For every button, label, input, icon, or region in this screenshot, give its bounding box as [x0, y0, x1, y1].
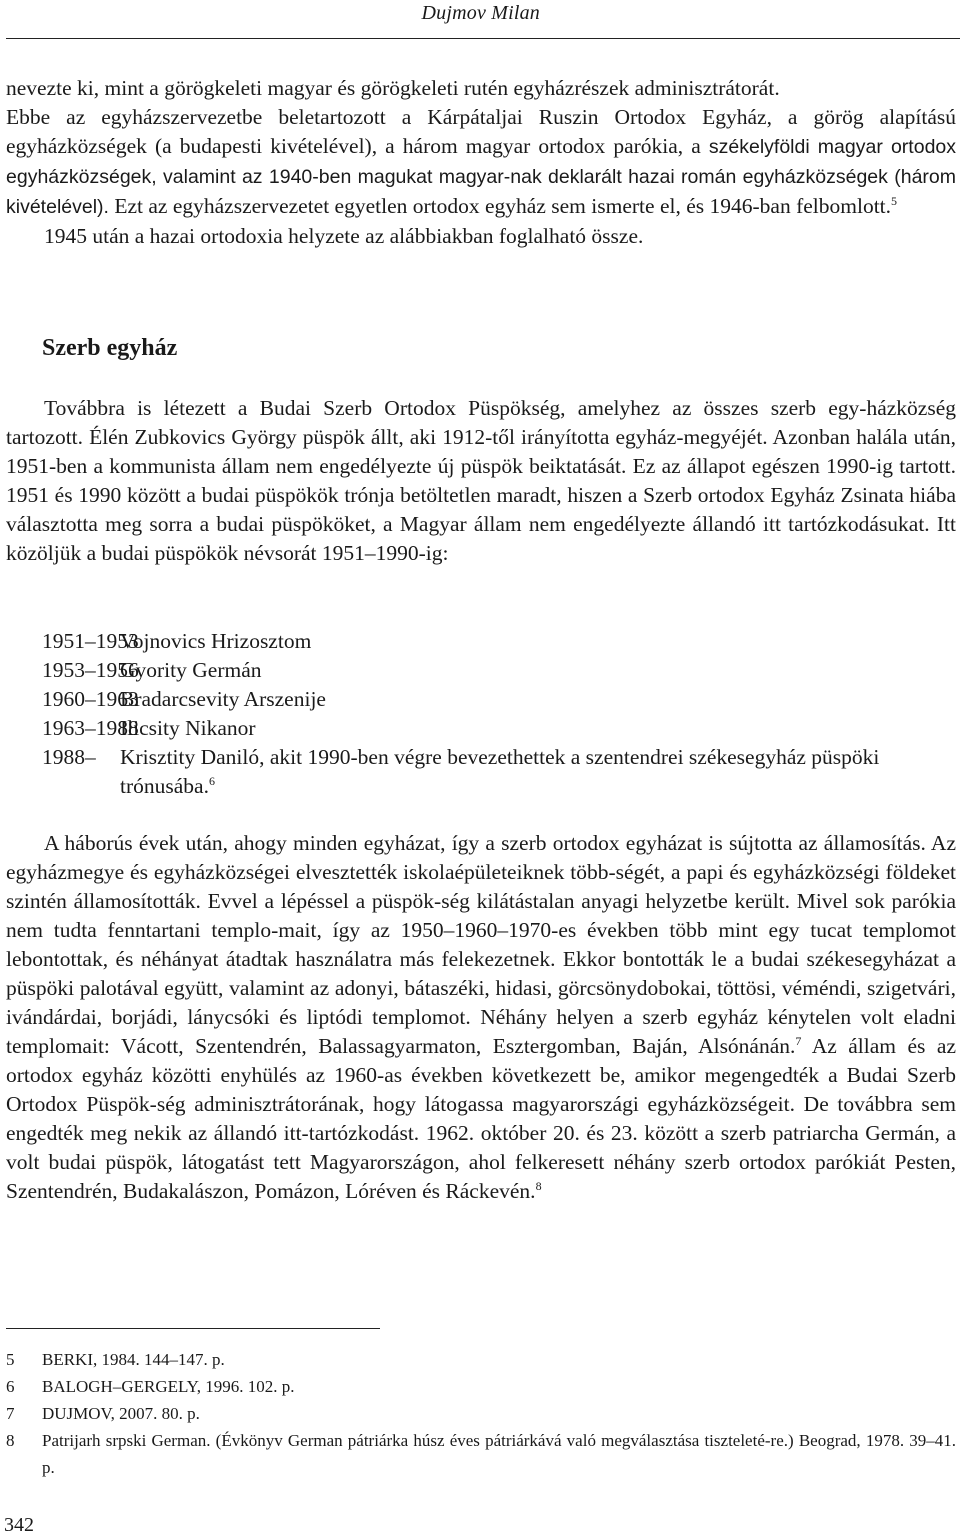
- list-item: [42, 743, 958, 801]
- bishop-years: 1988–: [42, 745, 96, 769]
- page-number: 342: [4, 1514, 34, 1536]
- footnote-text: Patrijarh srpski German. (Évkönyv German pátriárka húsz éves pátriárkává való megválasztása tiszteleté-re.) Beograd, 1978. 39–41. p.: [42, 1431, 956, 1477]
- footnote-rule: [6, 1328, 380, 1329]
- footnote-ref-8[interactable]: 8: [535, 1178, 542, 1193]
- after-p-start: A háborús évek után, ahogy minden egyházat, így a szerb ortodox egyházat is sújtotta az államosítás. Az egyházmegye és egyházközségei elvesztették iskolaépületeiknek több-ségét, a papi és egyházközségi földeket szintén államosították. Evvel a lépéssel a püspök-ség kilátástalan anyagi helyzetbe került. Mivel sok parókia nem tudta fenntartani templo-mait, így az 1950–1960–1970-es években több mint egy tucat templomot lebontottak, és néhányat átadtak használatra más felekezetnek. Ekkor bontották le a budai székesegyházat a püspöki palotával együtt, valamint az adonyi, bátaszéki, hidasi, görcsönydobokai, töttösi, véméndi, szigetvári, ivándárdai, borjádi, lánycsóki és liptódi templomot. Néhány helyen a szerb egyház kénytelen volt eladni templomait: Vácott, Szentendrén, Balassagyarmaton, Esztergomban, Baján, Alsónánán.: [6, 831, 956, 1058]
- bishop-name: Bradarcsevity Arszenije: [120, 687, 326, 711]
- after-text: [6, 829, 956, 1206]
- footnote: [6, 1346, 956, 1373]
- section-heading: Szerb egyház: [42, 335, 178, 361]
- bishop-years: 1960–1963: [42, 687, 139, 711]
- intro-text: [6, 74, 956, 251]
- footnote-number: 8: [6, 1431, 15, 1450]
- footnote-text: BALOGH–GERGELY, 1996. 102. p.: [42, 1377, 295, 1396]
- bishop-list: [42, 627, 958, 801]
- bishop-name-with-note: [120, 743, 958, 801]
- bishop-years: 1951–1953: [42, 629, 139, 653]
- bishop-name: Vojnovics Hrizosztom: [120, 629, 312, 653]
- after-p-end: Az állam és az ortodox egyház közötti enyhülés az 1960-as években következett be, amikor megengedték a Budai Szerb Ortodox Püspök-ség adminisztrátorának, hogy látogassa magyarországi egyházközségeit. De továbbra sem engedték meg nekik az állandó itt-tartózkodást. 1962. október 20. és 23. között a szerb patriarcha Germán, a volt budai püspök, látogatást tett Magyarországon, ahol felkeresett néhány szerb ortodox parókiát Pesten, Szentendrén, Budakalászon, Pomázon, Lóréven és Ráckevén.: [6, 1034, 956, 1203]
- footnote-text: BERKI, 1984. 144–147. p.: [42, 1350, 225, 1369]
- footnote-number: 7: [6, 1404, 15, 1423]
- intro-paragraph-2: [6, 103, 956, 222]
- list-item: [42, 685, 958, 714]
- footnote-number: 5: [6, 1350, 15, 1369]
- intro-p2-end: Ezt az egyházszervezetet egyetlen ortodox egyház sem ismerte el, és 1946-ban felbomlott.: [108, 194, 892, 218]
- bishop-years: 1953–1956: [42, 658, 139, 682]
- footnote: [6, 1373, 956, 1400]
- bishop-name: Krisztity Daniló, akit 1990-ben végre bevezethettek a szentendrei székesegyház püspöki trónusába.: [120, 745, 880, 798]
- list-item: [42, 627, 958, 656]
- footnote-ref-7[interactable]: 7: [795, 1033, 802, 1048]
- running-head: Dujmov Milan: [421, 2, 540, 24]
- footnote-ref-5[interactable]: 5: [891, 193, 898, 208]
- footnote-text: DUJMOV, 2007. 80. p.: [42, 1404, 200, 1423]
- list-item: [42, 656, 958, 685]
- footnotes: [6, 1346, 956, 1481]
- page-header: [0, 0, 960, 44]
- after-paragraph: [6, 829, 956, 1206]
- intro-paragraph-3: 1945 után a hazai ortodoxia helyzete az alábbiakban foglalható össze.: [44, 224, 644, 248]
- footnote-ref-6[interactable]: 6: [208, 773, 215, 788]
- footnote-number: 6: [6, 1377, 15, 1396]
- bishop-years: 1963–1988: [42, 716, 139, 740]
- section-text: [6, 394, 956, 568]
- section-paragraph: Továbbra is létezett a Budai Szerb Ortodox Püspökség, amelyhez az összes szerb egy-házközség tartozott. Élén Zubkovics György püspök állt, aki 1912-től irányította egyház-megyéjét. Azonban halála után, 1951-ben a kommunista állam nem engedélyezte új püspök beiktatását. Ez az állapot egészen 1990-ig tartott. 1951 és 1990 között a budai püspökök trónja betöltetlen maradt, hiszen a Szerb ortodox Egyház Zsinata hiába választotta meg sorra a budai püspököket, a Magyar állam nem engedélyezte állandó itt tartózkodásukat. Itt közöljük a budai püspökök névsorát 1951–1990-ig:: [6, 396, 956, 565]
- bishop-name: Gyority Germán: [120, 658, 262, 682]
- footnote: [6, 1427, 956, 1481]
- header-rule: [6, 38, 960, 39]
- bishop-name: Ilicsity Nikanor: [120, 716, 256, 740]
- intro-paragraph-1: nevezte ki, mint a görögkeleti magyar és görögkeleti rutén egyházrészek adminisztrátorát.: [6, 76, 780, 100]
- list-item: [42, 714, 958, 743]
- intro-p2-start: Ebbe az egyházszervezetbe beletartozott a Kárpátaljai Ruszin Ortodox Egyház, a görög alapítású egyházközségek (a budapesti kivételével), a három magyar ortodox parókia, a: [6, 105, 956, 158]
- intro-p2-sans-run: székelyföldi magyar ortodox egyházközségek, valamint az 1940-ben magukat magyar-nak deklarált hazai román egyházközségek (három kivételével).: [6, 136, 957, 218]
- footnote: [6, 1400, 956, 1427]
